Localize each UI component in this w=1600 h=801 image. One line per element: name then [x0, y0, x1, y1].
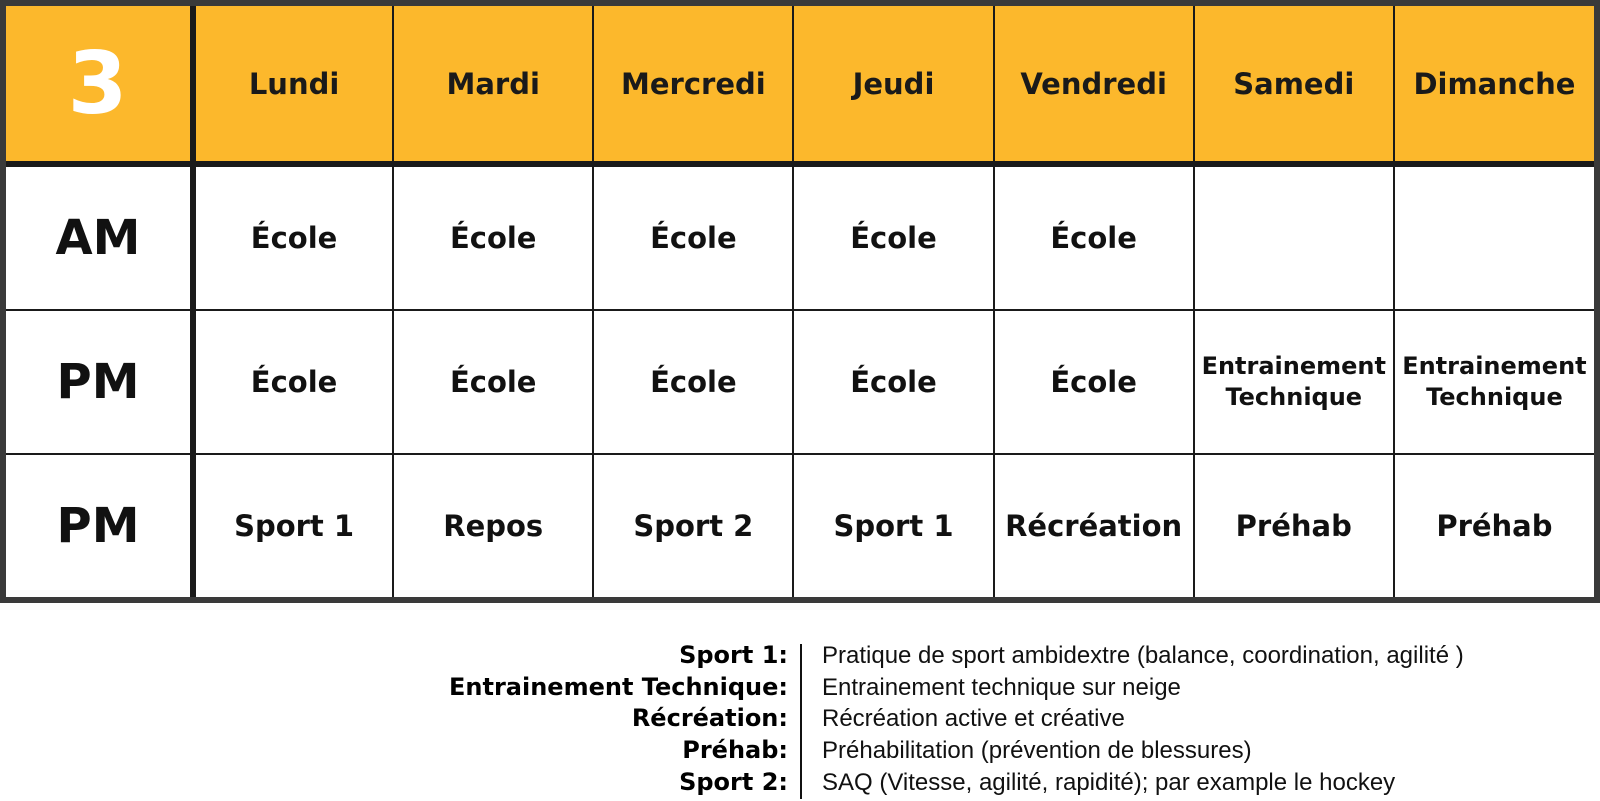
schedule-cell: Sport 2 — [593, 454, 793, 597]
day-header-lundi: Lundi — [193, 6, 393, 164]
legend-item — [0, 640, 1600, 671]
legend-term: Sport 1: — [679, 641, 788, 669]
day-header-mardi: Mardi — [393, 6, 593, 164]
day-header-dimanche: Dimanche — [1394, 6, 1594, 164]
schedule-cell-text: Entrainement Technique — [1201, 352, 1386, 412]
legend-description: Préhabilitation (prévention de blessures) — [822, 737, 1252, 764]
schedule-cell: École — [994, 164, 1194, 310]
day-header-vendredi: Vendredi — [994, 6, 1194, 164]
schedule-cell — [1194, 310, 1394, 454]
schedule-cell: Préhab — [1194, 454, 1394, 597]
period-label: AM — [6, 164, 193, 310]
schedule-row-am — [6, 164, 1594, 310]
schedule-cell: Sport 1 — [193, 454, 393, 597]
schedule-cell: Repos — [393, 454, 593, 597]
schedule-cell: Préhab — [1394, 454, 1594, 597]
header-row — [6, 6, 1594, 164]
legend-description: Récréation active et créative — [822, 705, 1125, 732]
week-number: 3 — [6, 6, 193, 164]
schedule-cell: École — [193, 164, 393, 310]
legend-description: SAQ (Vitesse, agilité, rapidité); par example le hockey — [822, 769, 1396, 796]
legend-term: Récréation: — [631, 704, 788, 732]
schedule-cell: École — [593, 310, 793, 454]
schedule-cell: École — [193, 310, 393, 454]
day-header-mercredi: Mercredi — [593, 6, 793, 164]
legend — [0, 630, 1600, 796]
schedule-cell — [1394, 310, 1594, 454]
schedule-cell-text: Entrainement Technique — [1402, 352, 1587, 412]
period-label: PM — [6, 454, 193, 597]
schedule-cell: École — [393, 310, 593, 454]
legend-description: Entrainement technique sur neige — [822, 674, 1181, 701]
day-header-samedi: Samedi — [1194, 6, 1394, 164]
legend-item — [0, 735, 1600, 766]
period-label: PM — [6, 310, 193, 454]
schedule-cell — [1194, 164, 1394, 310]
legend-term: Préhab: — [682, 736, 788, 764]
legend-item — [0, 672, 1600, 703]
schedule-cell: Récréation — [994, 454, 1194, 597]
schedule-cell: École — [994, 310, 1194, 454]
legend-item — [0, 767, 1600, 798]
schedule-grid — [6, 6, 1594, 597]
legend-term: Entrainement Technique: — [449, 673, 788, 701]
schedule-cell: Sport 1 — [793, 454, 993, 597]
schedule-cell: École — [793, 164, 993, 310]
legend-description: Pratique de sport ambidextre (balance, coordination, agilité ) — [822, 642, 1464, 669]
legend-item — [0, 703, 1600, 734]
schedule-cell: École — [593, 164, 793, 310]
schedule-cell: École — [793, 310, 993, 454]
schedule-row-pm-1 — [6, 310, 1594, 454]
schedule-row-pm-2 — [6, 454, 1594, 597]
day-header-jeudi: Jeudi — [793, 6, 993, 164]
schedule-cell: École — [393, 164, 593, 310]
legend-term: Sport 2: — [679, 768, 788, 796]
schedule-cell — [1394, 164, 1594, 310]
